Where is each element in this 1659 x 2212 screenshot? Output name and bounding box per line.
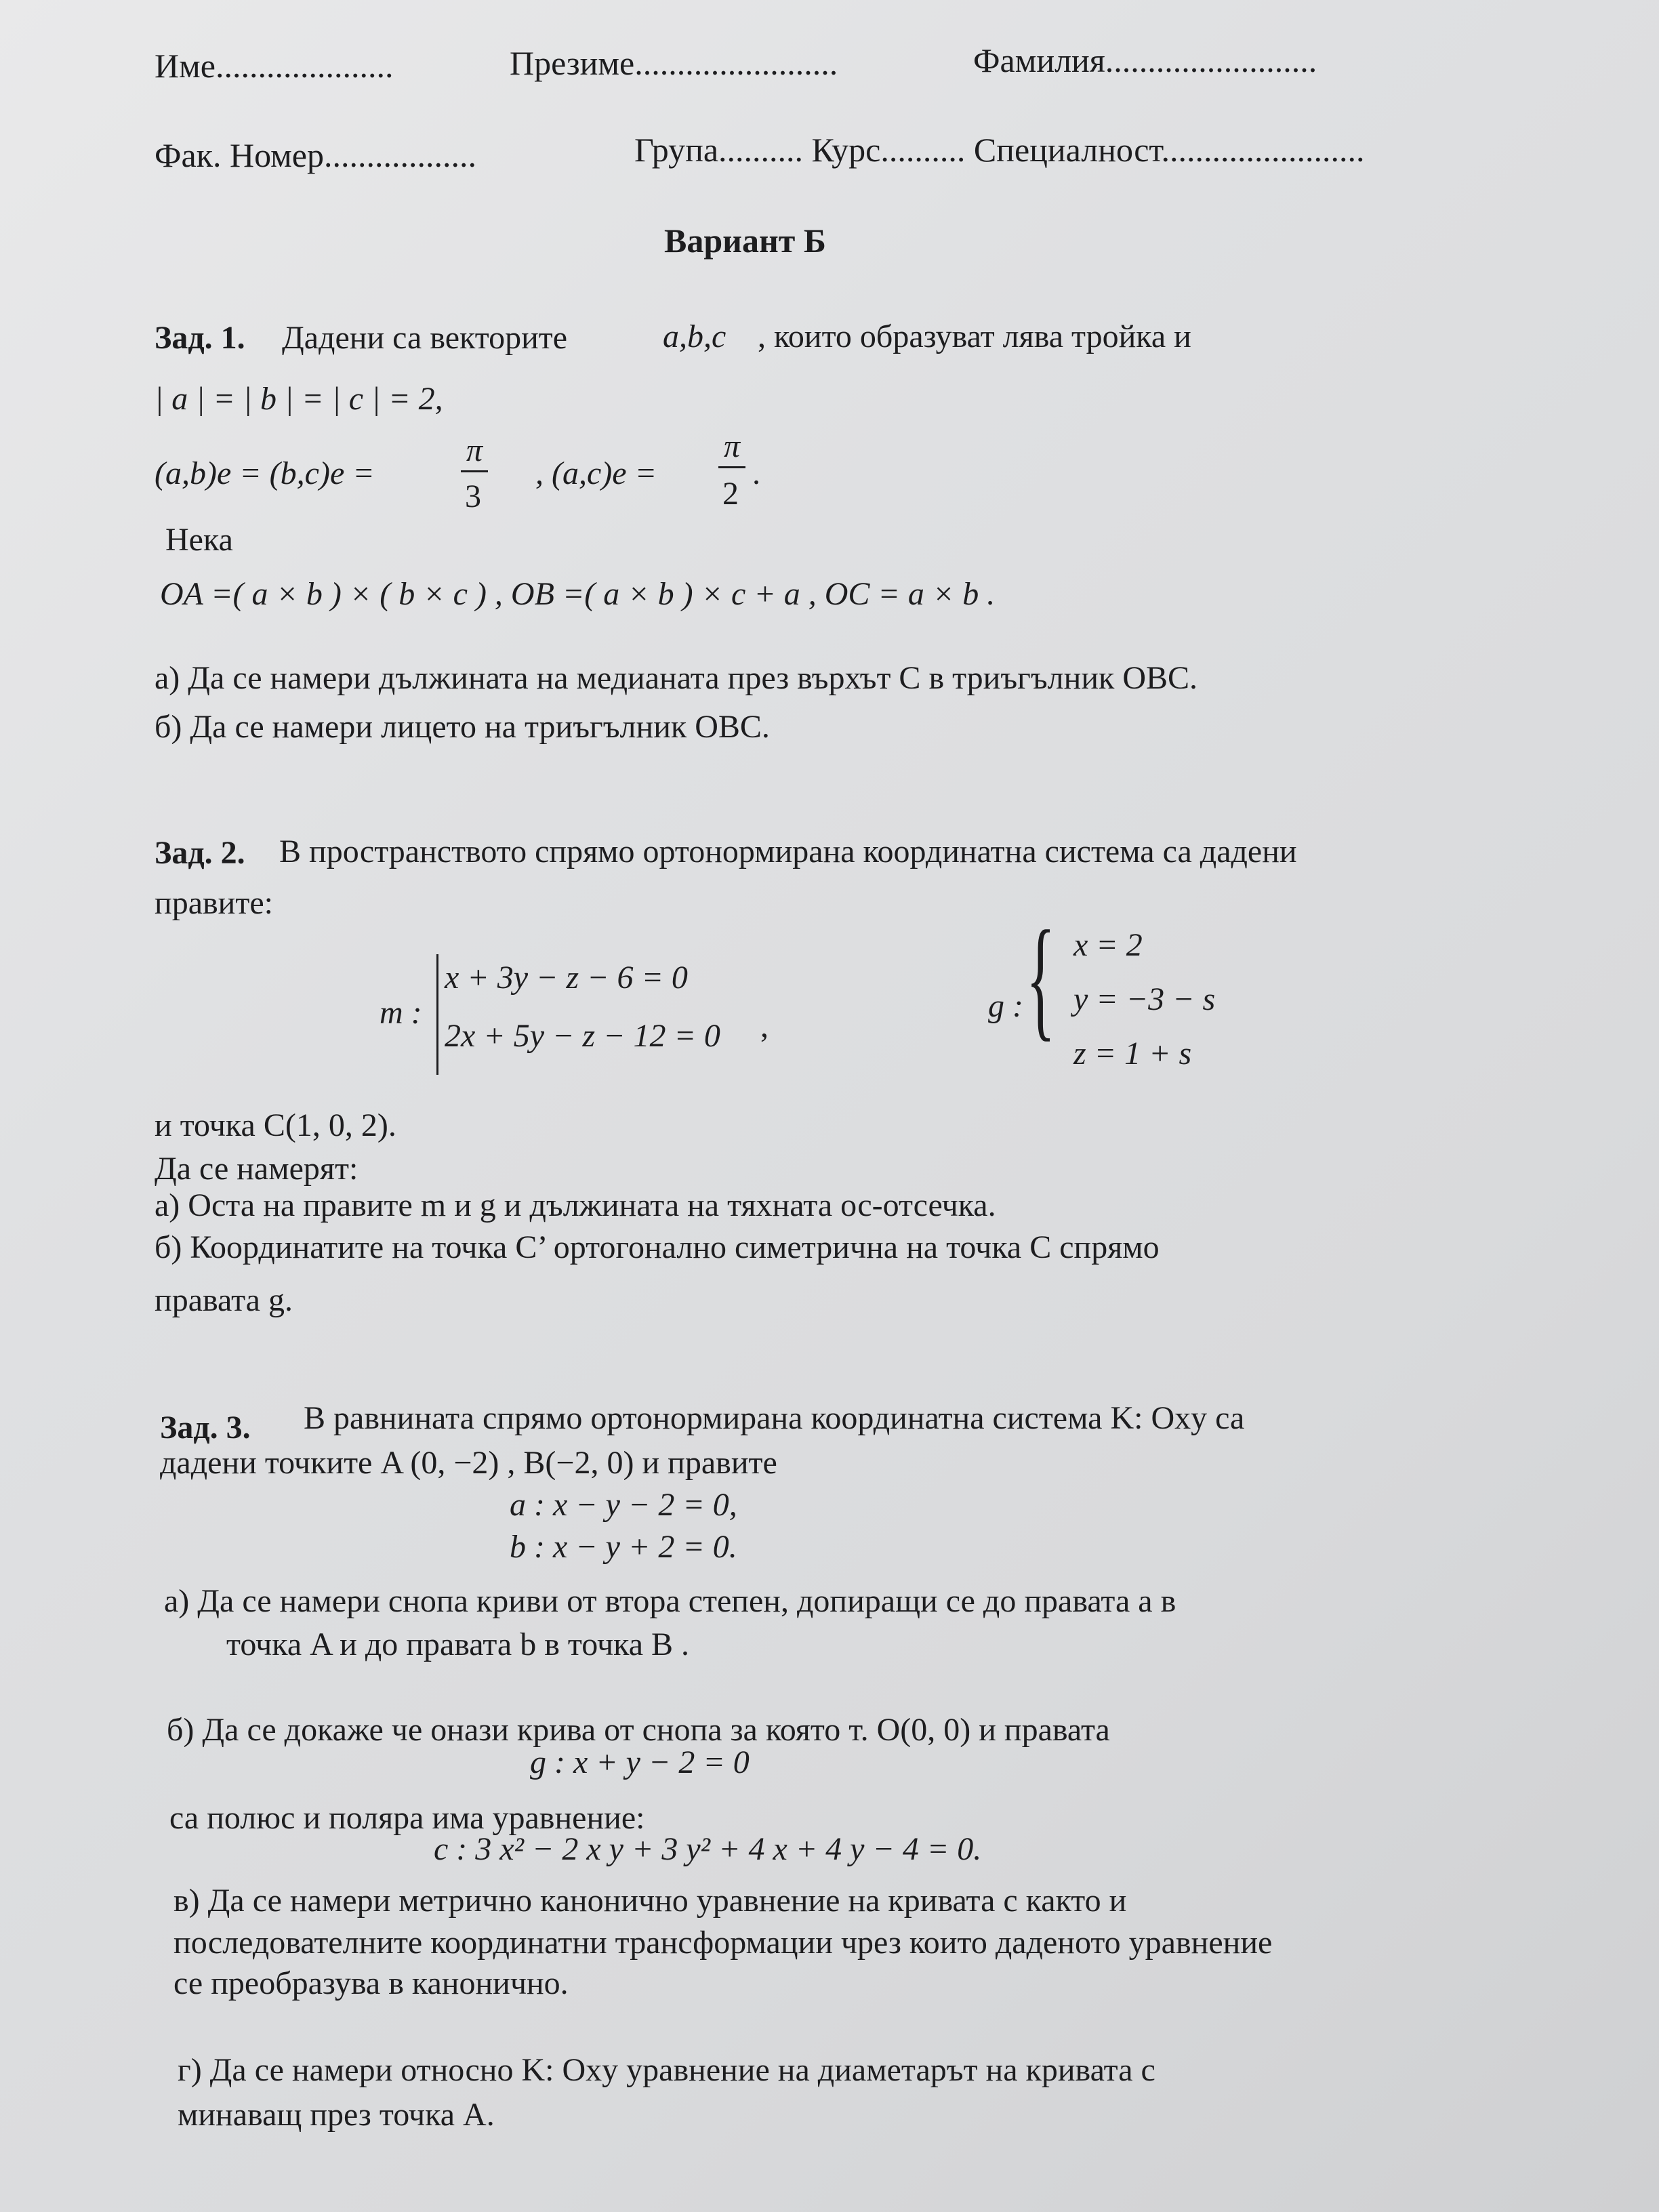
group-course-specialty-field: Група.......... Курс.......... Специалност........................ <box>634 131 1365 169</box>
task3-part-a-line1: а) Да се намери снопа криви от втора степен, допиращи се до правата a в <box>164 1583 1176 1619</box>
line-a-eq: a : x − y − 2 = 0, <box>510 1487 737 1523</box>
line-g-label: g : <box>988 988 1023 1024</box>
task2-part-a: а) Оста на правите m и g и дължината на тяхната ос-отсечка. <box>155 1187 996 1223</box>
line-m-label: m : <box>380 995 422 1031</box>
pi-numerator-1: π <box>461 431 488 472</box>
line-m-eq1: x + 3y − z − 6 = 0 <box>445 960 688 996</box>
task3-part-a-line2: точка A и до правата b в точка B . <box>226 1626 690 1662</box>
task2-part-b-line2: правата g. <box>155 1282 293 1318</box>
comma: , <box>760 1008 769 1044</box>
period-mark: . <box>752 455 760 491</box>
system-brace-g: { <box>1026 903 1056 1053</box>
curve-c-equation: c : 3 x² − 2 x y + 3 y² + 4 x + 4 y − 4 = 0. <box>434 1831 982 1867</box>
task1-part-a: а) Да се намери дължината на медианата през върхът C в триъгълник OBC. <box>155 660 1198 696</box>
task1-intro-end: , които образуват лява тройка и <box>758 319 1191 354</box>
line-g-eq3: z = 1 + s <box>1073 1036 1192 1071</box>
middle-name-field: Презиме........................ <box>510 44 838 82</box>
task1-angles-mid: , (a,c)e = <box>535 455 657 491</box>
task3-part-v-line2: последователните координатни трансформации чрез които даденото уравнение <box>173 1925 1273 1961</box>
task2-intro-2: правите: <box>155 885 273 921</box>
task2-point: и точка C(1, 0, 2). <box>155 1107 396 1143</box>
task1-angles-left: (a,b)e = (b,c)e = <box>155 455 375 491</box>
line-b-eq: b : x − y + 2 = 0. <box>510 1529 737 1565</box>
line-g-eq2: y = −3 − s <box>1073 981 1216 1017</box>
task3-part-g-line1: г) Да се намери относно K: Oxy уравнение на диаметарът на кривата c <box>178 2052 1155 2088</box>
task3-part-b-line2: са полюс и поляра има уравнение: <box>169 1800 645 1836</box>
denominator-3: 3 <box>465 478 481 514</box>
task3-label: Зад. 3. <box>160 1410 251 1446</box>
task1-let: Нека <box>165 522 233 558</box>
variant-title: Вариант Б <box>664 222 826 260</box>
surname-field: Фамилия......................... <box>973 41 1317 79</box>
task1-intro: Дадени са векторите <box>282 320 568 356</box>
line-m-eq2: 2x + 5y − z − 12 = 0 <box>445 1018 720 1054</box>
denominator-2: 2 <box>722 476 739 512</box>
task2-part-b-line1: б) Координатите на точка C’ ортогонално симетрична на точка C спрямо <box>155 1229 1160 1265</box>
task2-label: Зад. 2. <box>155 835 245 871</box>
task1-norms: | a | = | b | = | c | = 2, <box>155 381 443 417</box>
task1-part-b: б) Да се намери лицето на триъгълник OBC. <box>155 709 770 745</box>
task2-find: Да се намерят: <box>155 1151 359 1187</box>
task1-vectors: a,b,c <box>663 319 726 354</box>
name-field: Име..................... <box>155 47 394 85</box>
task1-definitions: OA =( a × b ) × ( b × c ) , OB =( a × b ) × c + a , OC = a × b . <box>160 576 996 612</box>
task2-intro-1: В пространството спрямо ортонормирана координатна система са дадени <box>279 834 1297 869</box>
task1-label: Зад. 1. <box>155 320 245 356</box>
line-g-eq1: x = 2 <box>1073 927 1143 963</box>
faculty-number-field: Фак. Номер.................. <box>155 136 476 174</box>
task3-part-g-line2: минаващ през точка A. <box>178 2097 495 2133</box>
task3-intro-2: дадени точките A (0, −2) , B(−2, 0) и правите <box>160 1445 777 1481</box>
task3-part-b-line1: б) Да се докаже че онази крива от снопа за която т. O(0, 0) и правата <box>167 1712 1110 1748</box>
task3-part-v-line1: в) Да се намери метрично канонично уравнение на кривата c както и <box>173 1883 1127 1919</box>
system-bar-m <box>436 954 438 1075</box>
pi-numerator-2: π <box>718 427 745 468</box>
task3-intro-1: В равнината спрямо ортонормирана координатна система K: Oxy са <box>304 1400 1245 1436</box>
line-g-eq-plane: g : x + y − 2 = 0 <box>530 1744 750 1780</box>
task3-part-v-line3: се преобразува в канонично. <box>173 1965 569 2001</box>
